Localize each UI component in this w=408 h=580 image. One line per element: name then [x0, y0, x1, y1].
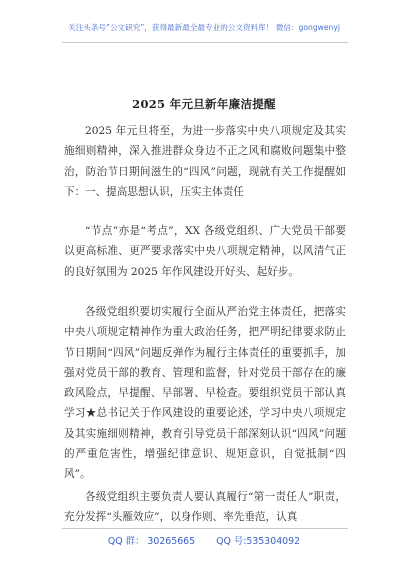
paragraph-2: “节点”亦是“考点”，XX 各级党组织、广大党员干部要以更高标准、更严要求落实中央八项规定精神，以风清气正的良好氛围为 2025 年作风建设开好头、起好步。: [64, 225, 346, 278]
paragraph-block-3: [64, 302, 346, 485]
paragraph-4: 各级党组织主要负责人要认真履行“第一责任人”职责，充分发挥“头雁效应”，以身作则、率先垂范，认真: [64, 491, 346, 524]
header-banner: 关注头条号“公文研究”，获得最新最全最专业的公文资料库！ 微信：gongwenyj: [68, 23, 340, 32]
document-title: 2025 年元旦新年廉洁提醒: [132, 97, 276, 111]
footer-divider: [62, 528, 348, 529]
qq-account-number: QQ 号:535304092: [216, 536, 301, 547]
section-heading-1: 一、提高思想认识，压实主体责任: [85, 186, 244, 198]
paragraph-intro: 2025 年元旦将至，为进一步落实中央八项规定及其实施细则精神，深入推进群众身边不正之风和腐败问题集中整治，防治节日期间滋生的“四风”问题，现就有关工作提醒如下：: [64, 125, 346, 198]
paragraph-block-4: [64, 487, 346, 528]
paragraph-3: 各级党组织要切实履行全面从严治党主体责任，把落实中央八项规定精神作为重大政治任务，把严明纪律要求防止节日期间“四风”问题反弹作为履行主体责任的重要抓手，加强对党员干部的教育、管理和监督，针对党员干部存在的廉政风险点，早提醒、早部署、早检查。要组织党员干部认真学习★总书记关于作风建设的重要论述，学习中央八项规定及其实施细则精神，教育引导党员干部深刻认识“四风”问题的严重危害性，增强纪律意识、规矩意识，自觉抵制“四风”。: [64, 306, 346, 481]
paragraph-block-2: [64, 221, 346, 282]
header-divider: [62, 42, 348, 43]
qq-group-number: QQ 群： 30265665: [107, 536, 196, 547]
footer-contact: [0, 533, 408, 547]
section-heading-block: [64, 182, 346, 202]
